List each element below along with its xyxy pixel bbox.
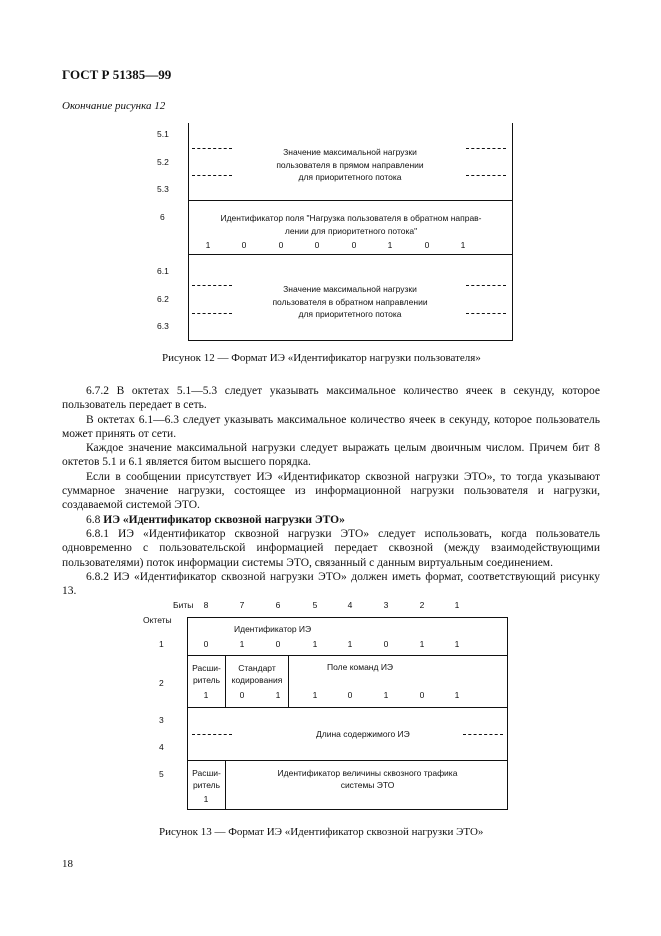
table-top [187,617,508,618]
text-line: системы ЭТО [340,780,395,790]
text-line: лении для приоритетного потока" [284,225,418,236]
figure-continuation-label: Окончание рисунка 12 [62,100,166,112]
bit-value: 0 [203,639,209,649]
bit-value: 1 [347,639,353,649]
section-number: 6.8 [86,513,101,526]
page-number: 18 [62,858,73,870]
text-line: пользователя в прямом направлении [276,159,424,170]
bit-value: 1 [312,690,318,700]
bit-value: 0 [347,690,353,700]
text-line: ритель [192,780,221,790]
paragraph: 6.8.1 ИЭ «Идентификатор сквозной нагрузки ЭТО» следует использовать, когда пользователь одновременно с пользовательской информацией передает сквозной (между взаимодействующими пользователями) поток информации системы ЭТО, связанный с данным виртуальным соединением. [62,527,600,569]
bit-value: 1 [387,240,393,250]
bit-value: 0 [241,240,247,250]
bit-value: 0 [351,240,357,250]
text-line: для приоритетного потока [298,309,402,319]
row-label: 6.2 [157,294,169,304]
row-label: 6 [160,212,165,222]
octets-label: Октеты [143,615,172,625]
row-label: 6.1 [157,266,169,276]
bit-value: 1 [419,639,425,649]
bit-value: 0 [278,240,284,250]
bit-value: 0 [419,690,425,700]
table-border-right [507,617,508,810]
bit-value: 1 [203,690,209,700]
figure-13-caption: Рисунок 13 — Формат ИЭ «Идентификатор сквозной нагрузки ЭТО» [159,826,484,838]
continuation-dash [463,734,503,735]
bit-value: 0 [383,639,389,649]
octet-label: 1 [159,639,164,649]
bit-number: 2 [419,600,425,610]
bit-value: 0 [239,690,245,700]
bits-label: Биты [173,600,194,610]
bit-number: 6 [275,600,281,610]
text-line: кодирования [231,675,283,685]
bit-number: 3 [383,600,389,610]
paragraph: В октетах 6.1—6.3 следует указывать максимальное количество ячеек в секунду, которое пользователь может принять от сети. [62,413,600,440]
bit-value: 1 [312,639,318,649]
content-length-label: Длина содержимого ИЭ [316,729,410,739]
text-line: ритель [192,675,221,685]
coding-standard-label [226,662,288,686]
octet-label: 3 [159,715,164,725]
document-code: ГОСТ Р 51385—99 [62,67,172,82]
cell-divider [225,760,226,810]
text-line: Значение максимальной нагрузки [283,284,417,294]
text-line: Идентификатор величины сквозного трафика [277,768,458,778]
bit-value: 1 [454,690,460,700]
bit-number: 8 [203,600,209,610]
octet-label: 2 [159,678,164,688]
text-line: Расши- [192,768,221,778]
table-bottom [187,809,508,810]
traffic-identifier-label [230,767,505,791]
row-divider [187,760,508,761]
text-line: Расши- [192,663,221,673]
bit-number: 7 [239,600,245,610]
paragraph: Каждое значение максимальной нагрузки следует выражать целым двоичным числом. Причем бит 8 октетов 5.1 и 6.1 является битом высшего порядка. [62,442,600,469]
row-divider [187,655,508,656]
paragraph: 6.7.2 В октетах 5.1—5.3 следует указывать максимальное количество ячеек в секунду, которое пользователь передает в сеть. [62,385,600,412]
text-line: Стандарт [238,663,276,673]
bit-value: 0 [314,240,320,250]
text-line: Значение максимальной нагрузки [283,147,417,157]
bit-number: 4 [347,600,353,610]
text-line: Идентификатор поля "Нагрузка пользователя в обратном направ- [220,213,482,223]
extension-label [188,767,225,791]
row-label: 5.1 [157,129,169,139]
ie-identifier-label: Идентификатор ИЭ [234,624,312,634]
figure-12-caption: Рисунок 12 — Формат ИЭ «Идентификатор нагрузки пользователя» [162,352,481,364]
paragraph: 6.8.2 ИЭ «Идентификатор сквозной нагрузки ЭТО» должен иметь формат, соответствующий рисунку 13. [62,570,600,598]
bit-value: 1 [275,690,281,700]
bit-value: 1 [454,639,460,649]
octet-label: 4 [159,742,164,752]
row-label: 5.2 [157,157,169,167]
bit-value: 0 [424,240,430,250]
bit-value: 1 [205,240,211,250]
text-line: для приоритетного потока [298,172,402,182]
paragraph: Если в сообщении присутствует ИЭ «Идентификатор сквозной нагрузки ЭТО», то тогда указывают суммарное значение нагрузки, состоящее из информационной нагрузки пользователя и нагрузки, создаваемой системой ЭТО. [62,470,600,512]
bit-value: 1 [239,639,245,649]
bit-value: 1 [203,794,209,804]
command-field-label: Поле команд ИЭ [327,662,394,672]
section-title: ИЭ «Идентификатор сквозной нагрузки ЭТО» [103,513,345,526]
row-label: 5.3 [157,184,169,194]
bit-number: 5 [312,600,318,610]
bit-value: 1 [460,240,466,250]
bit-number: 1 [454,600,460,610]
cell-divider [288,655,289,707]
continuation-dash [192,734,232,735]
row-divider [187,707,508,708]
text-line: пользователя в обратном направлении [272,296,428,307]
octet-label: 5 [159,769,164,779]
row-label: 6.3 [157,321,169,331]
bit-value: 0 [275,639,281,649]
extension-label [188,662,225,686]
bit-value: 1 [383,690,389,700]
